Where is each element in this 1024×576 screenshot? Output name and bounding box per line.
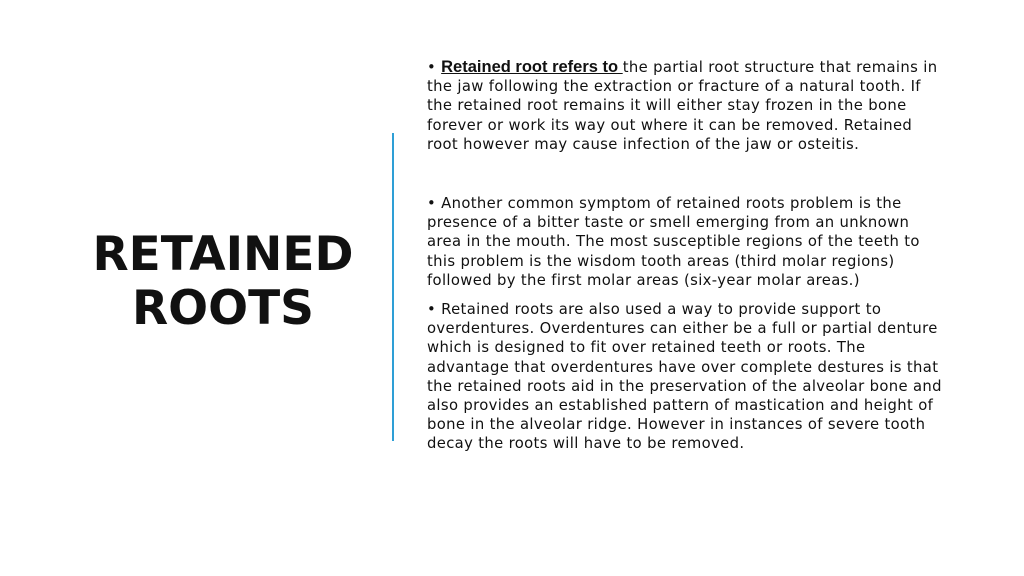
title-line-2: ROOTS (131, 281, 314, 336)
paragraph-lead: Retained root refers to (441, 58, 623, 76)
paragraph-definition (427, 58, 947, 154)
slide-title (88, 228, 358, 336)
paragraph-text: the partial root structure that remains in the jaw following the extraction or fracture of a natural tooth. If the retained root remains it will either stay frozen in the bone forever or work its way out where it can be removed. Retained root however may cause infection of the jaw or osteitis. (427, 59, 938, 153)
bullet: • (427, 59, 442, 76)
paragraph-text: Another common symptom of retained roots problem is the presence of a bitter taste or smell emerging from an unknown area in the mouth. The most susceptible regions of the teeth to this problem is the wisdom tooth areas (third molar regions) followed by the first molar areas (six-year molar areas.) (427, 195, 920, 289)
paragraph-text: Retained roots are also used a way to provide support to overdentures. Overdentures can either be a full or partial denture which is designed to fit over retained teeth or roots. The advantage that overdentures have over complete destures is that the retained roots aid in the preservation of the alveolar bone and also provides an established pattern of mastication and height of bone in the alveolar ridge. However in instances of severe tooth decay the roots will have to be removed. (427, 301, 942, 453)
vertical-divider (392, 133, 394, 441)
title-line-1: RETAINED (92, 227, 354, 282)
bullet: • (427, 301, 442, 319)
slide-body (427, 58, 947, 454)
paragraph-symptoms (427, 194, 947, 290)
paragraph-overdentures (427, 300, 947, 454)
bullet: • (427, 195, 442, 213)
